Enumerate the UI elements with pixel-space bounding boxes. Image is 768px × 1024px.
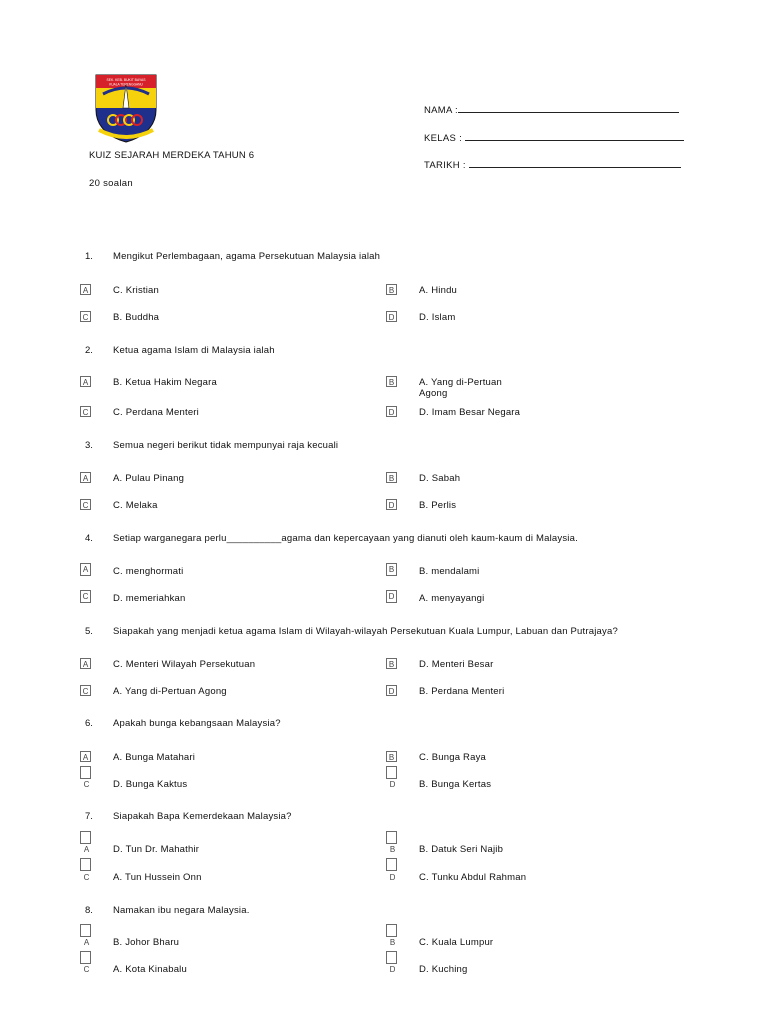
checkbox-option-b[interactable]: B xyxy=(386,751,397,762)
question-text: Setiap warganegara perlu__________agama dan kepercayaan yang dianuti oleh kaum-kaum di Malaysia. xyxy=(113,533,578,544)
option-c-text: A. Tun Hussein Onn xyxy=(113,872,202,883)
option-b-text: A. Yang di-Pertuan Agong xyxy=(419,377,502,399)
question-number: 5. xyxy=(85,626,93,637)
name-input-line[interactable] xyxy=(458,103,679,113)
option-c-text: A. Kota Kinabalu xyxy=(113,964,187,975)
name-label: NAMA : xyxy=(424,105,459,116)
option-d-text: B. Perlis xyxy=(419,500,457,511)
svg-text:SEK. KEB. BUKIT BAYAS: SEK. KEB. BUKIT BAYAS xyxy=(106,78,146,82)
option-c-text: B. Buddha xyxy=(113,312,160,323)
question-text: Namakan ibu negara Malaysia. xyxy=(113,905,250,916)
question-text: Apakah bunga kebangsaan Malaysia? xyxy=(113,718,281,729)
date-field[interactable] xyxy=(424,158,681,171)
question-number: 6. xyxy=(85,718,93,729)
checkbox-option-d[interactable]: D xyxy=(386,499,397,510)
checkbox-option-b[interactable]: B xyxy=(386,658,397,669)
checkbox-option-d[interactable] xyxy=(386,766,397,779)
checkbox-option-a[interactable]: A xyxy=(80,284,91,295)
option-a-text: C. Menteri Wilayah Persekutuan xyxy=(113,659,256,670)
option-c-text: C. Melaka xyxy=(113,500,158,511)
question-number: 2. xyxy=(85,345,93,356)
question-text: Ketua agama Islam di Malaysia ialah xyxy=(113,345,275,356)
option-d-text: D. Islam xyxy=(419,312,456,323)
checkbox-option-d[interactable]: D xyxy=(386,311,397,322)
option-a-text: D. Tun Dr. Mahathir xyxy=(113,844,200,855)
checkbox-option-c[interactable]: C xyxy=(80,311,91,322)
option-d-letter: D xyxy=(389,873,396,882)
option-d-text: D. Kuching xyxy=(419,964,468,975)
name-field[interactable] xyxy=(424,103,679,116)
checkbox-option-b[interactable] xyxy=(386,924,397,937)
option-d-text: D. Imam Besar Negara xyxy=(419,407,521,418)
class-label: KELAS : xyxy=(424,133,463,144)
option-d-text: B. Bunga Kertas xyxy=(419,779,492,790)
checkbox-option-d[interactable]: D xyxy=(386,590,397,603)
option-a-text: C. Kristian xyxy=(113,285,160,296)
question-text: Siapakah Bapa Kemerdekaan Malaysia? xyxy=(113,811,292,822)
checkbox-option-c[interactable] xyxy=(80,858,91,871)
checkbox-option-b[interactable]: B xyxy=(386,376,397,387)
option-b-text: C. Bunga Raya xyxy=(419,752,487,763)
option-d-text: B. Perdana Menteri xyxy=(419,686,505,697)
question-text: Semua negeri berikut tidak mempunyai raja kecuali xyxy=(113,440,339,451)
checkbox-option-d[interactable]: D xyxy=(386,406,397,417)
class-input-line[interactable] xyxy=(465,131,684,141)
option-a-text: C. menghormati xyxy=(113,566,184,577)
option-c-text: C. Perdana Menteri xyxy=(113,407,199,418)
option-c-letter: C xyxy=(83,873,90,882)
school-crest-logo xyxy=(93,72,159,144)
checkbox-option-b[interactable]: B xyxy=(386,472,397,483)
checkbox-option-a[interactable] xyxy=(80,924,91,937)
option-a-text: A. Pulau Pinang xyxy=(113,473,185,484)
checkbox-option-a[interactable]: A xyxy=(80,658,91,669)
question-count: 20 soalan xyxy=(89,178,133,189)
checkbox-option-c[interactable] xyxy=(80,951,91,964)
option-d-text: A. menyayangi xyxy=(419,593,485,604)
option-a-letter: A xyxy=(83,938,90,947)
option-b-text: D. Sabah xyxy=(419,473,461,484)
date-input-line[interactable] xyxy=(469,158,681,168)
option-a-text: A. Bunga Matahari xyxy=(113,752,196,763)
question-number: 1. xyxy=(85,251,93,262)
option-c-letter: C xyxy=(83,780,90,789)
checkbox-option-c[interactable] xyxy=(80,766,91,779)
option-d-letter: D xyxy=(389,965,396,974)
date-label: TARIKH : xyxy=(424,160,466,171)
option-a-text: B. Johor Bharu xyxy=(113,937,180,948)
checkbox-option-d[interactable]: D xyxy=(386,685,397,696)
option-b-letter: B xyxy=(389,938,396,947)
checkbox-option-c[interactable]: C xyxy=(80,406,91,417)
checkbox-option-d[interactable] xyxy=(386,951,397,964)
option-c-text: D. memeriahkan xyxy=(113,593,186,604)
option-d-letter: D xyxy=(389,780,396,789)
option-b-text: B. mendalami xyxy=(419,566,480,577)
checkbox-option-c[interactable]: C xyxy=(80,685,91,696)
checkbox-option-c[interactable]: C xyxy=(80,499,91,510)
quiz-title: KUIZ SEJARAH MERDEKA TAHUN 6 xyxy=(89,150,255,161)
question-number: 7. xyxy=(85,811,93,822)
option-a-letter: A xyxy=(83,845,90,854)
checkbox-option-b[interactable]: B xyxy=(386,563,397,576)
option-c-letter: C xyxy=(83,965,90,974)
svg-text:KUALA TERENGGANU: KUALA TERENGGANU xyxy=(109,82,143,87)
checkbox-option-a[interactable]: A xyxy=(80,563,91,576)
option-d-text: C. Tunku Abdul Rahman xyxy=(419,872,527,883)
checkbox-option-c[interactable]: C xyxy=(80,590,91,603)
checkbox-option-b[interactable] xyxy=(386,831,397,844)
checkbox-option-b[interactable]: B xyxy=(386,284,397,295)
checkbox-option-a[interactable]: A xyxy=(80,751,91,762)
question-text: Siapakah yang menjadi ketua agama Islam di Wilayah-wilayah Persekutuan Kuala Lumpur, Labuan dan Putrajaya? xyxy=(113,626,618,637)
checkbox-option-a[interactable] xyxy=(80,831,91,844)
checkbox-option-d[interactable] xyxy=(386,858,397,871)
option-b-text: A. Hindu xyxy=(419,285,458,296)
option-c-text: D. Bunga Kaktus xyxy=(113,779,188,790)
option-b-text: C. Kuala Lumpur xyxy=(419,937,494,948)
option-b-text: B. Datuk Seri Najib xyxy=(419,844,504,855)
option-a-text: B. Ketua Hakim Negara xyxy=(113,377,217,388)
checkbox-option-a[interactable]: A xyxy=(80,376,91,387)
question-number: 4. xyxy=(85,533,93,544)
class-field[interactable] xyxy=(424,131,684,144)
question-number: 8. xyxy=(85,905,93,916)
question-text: Mengikut Perlembagaan, agama Persekutuan Malaysia ialah xyxy=(113,251,381,262)
checkbox-option-a[interactable]: A xyxy=(80,472,91,483)
question-number: 3. xyxy=(85,440,93,451)
option-b-letter: B xyxy=(389,845,396,854)
option-b-text: D. Menteri Besar xyxy=(419,659,494,670)
option-c-text: A. Yang di-Pertuan Agong xyxy=(113,686,227,697)
